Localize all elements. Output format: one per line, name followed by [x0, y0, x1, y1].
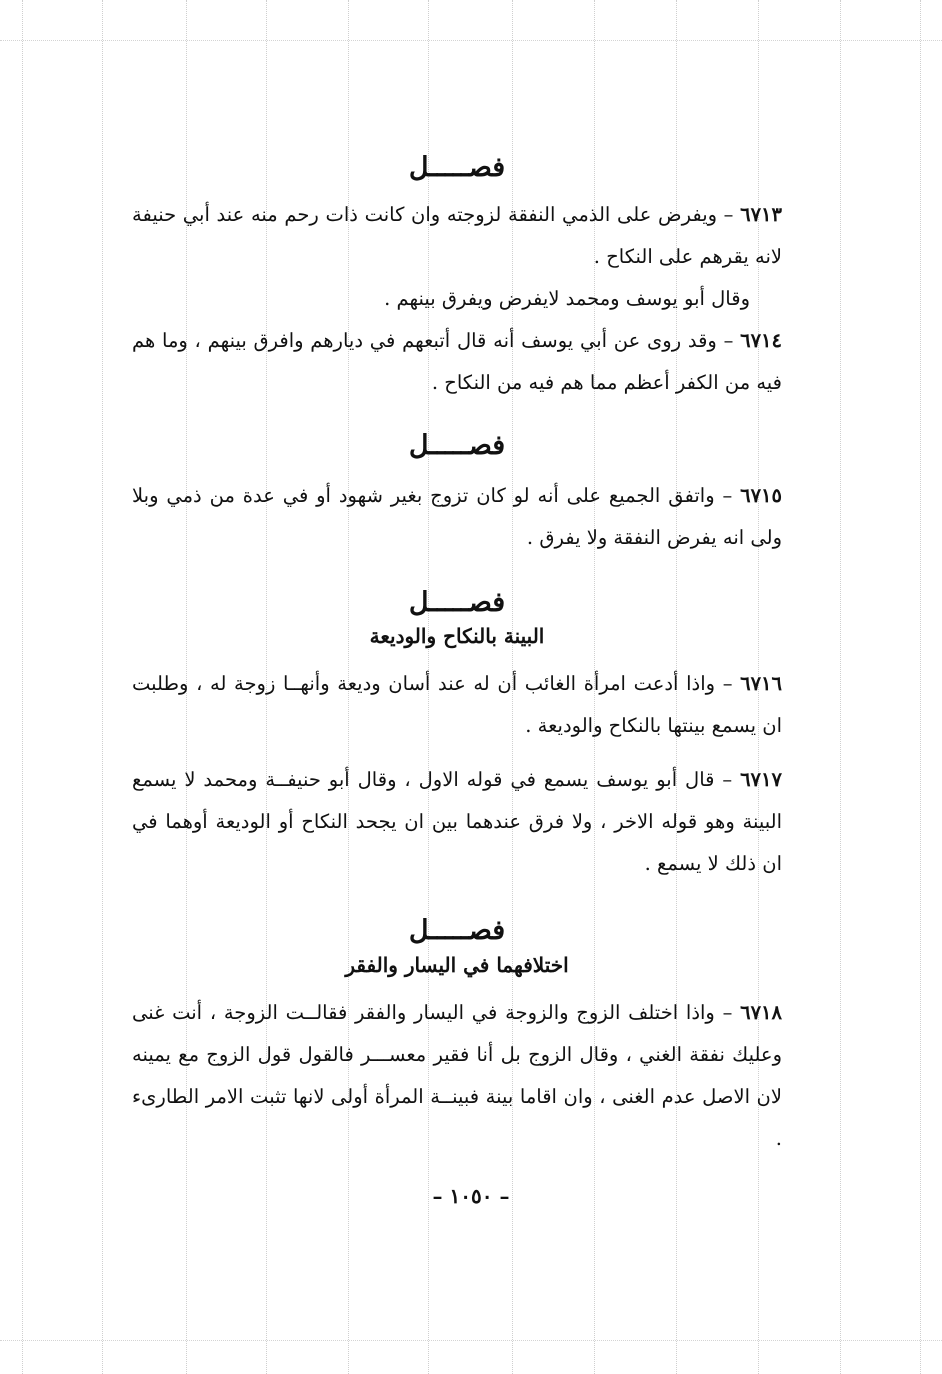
paragraph-number: ٦٧١٥ [740, 483, 783, 507]
paragraph-number: ٦٧١٦ [740, 672, 782, 696]
paragraph-text: – قال أبو يوسف يسمع في قوله الاول ، وقال أبو حنيفــة ومحمد لا يسمع البينة وهو قوله الاخر ، ولا فرق عندهما بين ان يجحد النكاح أو الوديعة أوهما في ان ذلك لا يسمع . [132, 768, 782, 876]
section [132, 915, 782, 1159]
paragraph [132, 194, 782, 278]
paragraph-text: – وقد روى عن أبي يوسف أنه قال أتبعهم في ديارهم وافرق بينهم ، وما هم فيه من الكفر أعظم مما هم فيه من النكاح . [132, 329, 782, 395]
paragraph-text: – واذا اختلف الزوج والزوجة في اليسار والفقر فقالــت الزوجة ، أنت غنى وعليك نفقة الغني ، وقال الزوج بل أنا فقير معســـر فالقول قول الزوج مع يمينه لان الاصل عدم الغنى ، وان اقاما بينة فبينــة المرأة أولى لانها تثبت الامر الطارىء . [132, 1000, 782, 1150]
paragraph [132, 278, 782, 320]
paragraph-text: – واذا أدعت امرأة الغائب أن له عند أسان وديعة وأنهــا زوجة له ، وطلبت ان يسمع بينتها بالنكاح والوديعة . [132, 672, 782, 738]
paragraph [132, 663, 782, 747]
document-page [132, 140, 782, 1160]
paragraph-text: – واتفق الجميع على أنه لو كان تزوج بغير شهود أو في عدة من ذمي وبلا ولى انه يفرض النفقة ولا يفرق . [132, 483, 782, 549]
section-heading: فصـــــل [408, 430, 506, 462]
scan-guide-line [22, 0, 23, 1374]
paragraph-number: ٦٧١٨ [740, 1000, 782, 1024]
scan-guide-line [102, 0, 103, 1374]
paragraph-number: ٦٧١٧ [740, 768, 782, 792]
paragraph [132, 759, 782, 885]
scan-guide-line [840, 0, 841, 1374]
section [132, 152, 782, 404]
section-heading: فصـــــل [408, 586, 506, 618]
section-heading: فصـــــل [408, 915, 506, 947]
section-heading: فصـــــل [408, 152, 506, 183]
section-subheading: البينة بالنكاح والوديعة [369, 624, 545, 649]
section [132, 430, 782, 558]
paragraph-text: – ويفرض على الذمي النفقة لزوجته وان كانت ذات رحم منه عند أبي حنيفة لانه يقرهم على النكاح . [132, 203, 782, 269]
paragraph [132, 992, 782, 1160]
scan-guide-line [0, 40, 942, 41]
paragraph-number: ٦٧١٤ [740, 329, 782, 353]
section [132, 587, 782, 885]
section-subheading: اختلافهما في اليسار والفقر [345, 952, 569, 977]
paragraph-number: ٦٧١٣ [740, 203, 782, 227]
scan-guide-line [0, 1340, 942, 1341]
page-number: – ١٠٥٠ – [432, 1184, 510, 1208]
paragraph [132, 475, 782, 559]
scan-guide-line [920, 0, 921, 1374]
paragraph-text: وقال أبو يوسف ومحمد لايفرض ويفرق بينهم . [384, 287, 750, 311]
paragraph [132, 320, 782, 404]
